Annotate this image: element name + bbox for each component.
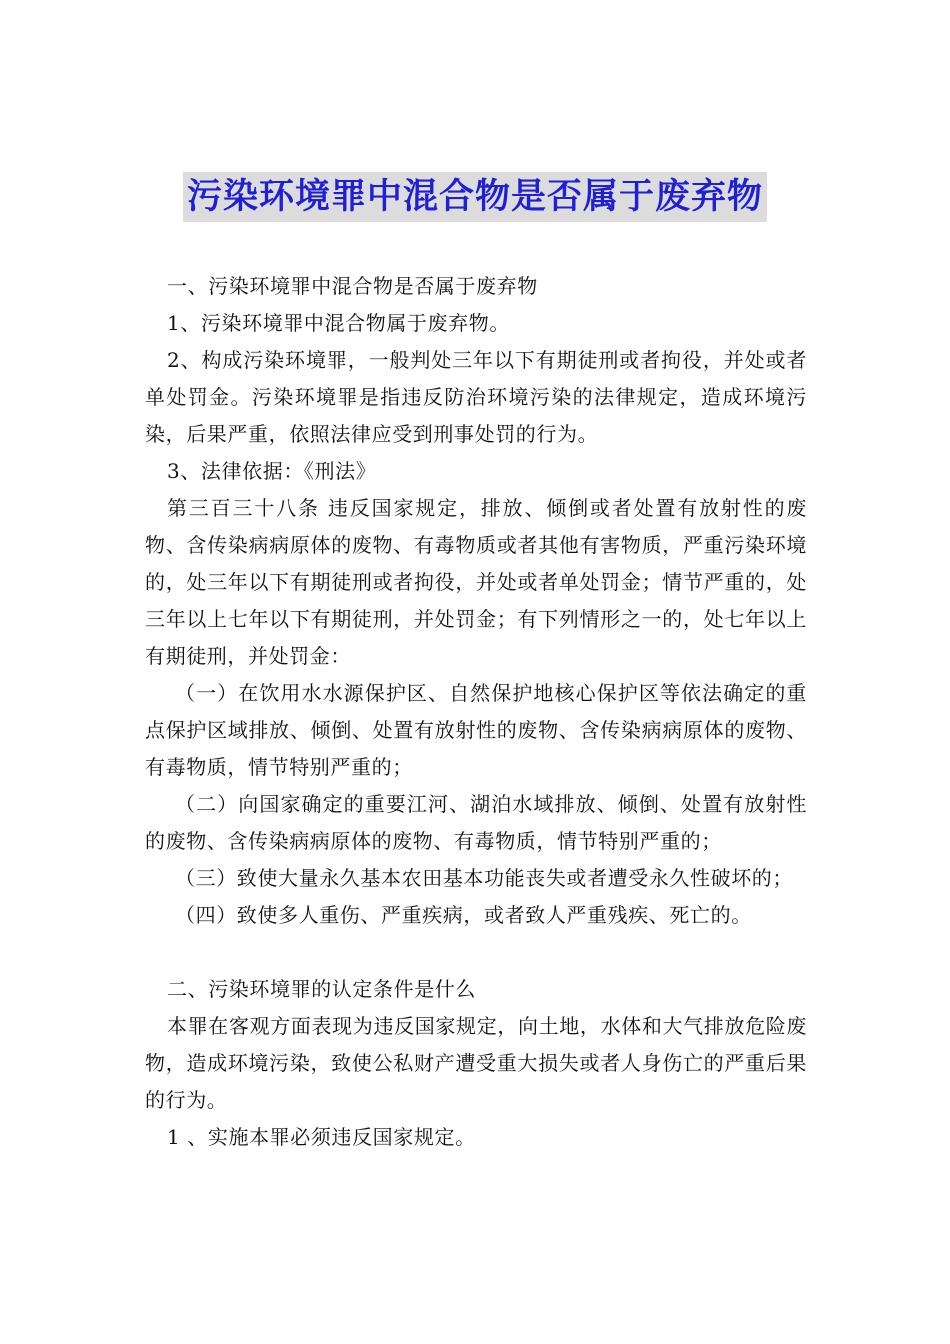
- paragraph: 1 、实施本罪必须违反国家规定。: [167, 1125, 476, 1149]
- law-item-4: （四）致使多人重伤、严重疾病，或者致人严重残疾、死亡的。: [175, 903, 752, 927]
- law-item-2: （二）向国家确定的重要江河、湖泊水域排放、倾倒、处置有放射性的废物、含传染病病原体的废物、有毒物质，情节特别严重的；: [145, 792, 807, 853]
- title-area: [0, 172, 950, 222]
- paragraph-gap: [145, 934, 807, 971]
- paragraph: 1、污染环境罪中混合物属于废弃物。: [167, 311, 510, 335]
- document-title: 污染环境罪中混合物是否属于废弃物: [183, 172, 767, 222]
- document-body: [145, 268, 807, 1156]
- paragraph: 3、法律依据：《刑法》: [167, 459, 377, 483]
- paragraph: 2、构成污染环境罪，一般判处三年以下有期徒刑或者拘役，并处或者单处罚金。污染环境罪是指违反防治环境污染的法律规定，造成环境污染，后果严重，依照法律应受到刑事处罚的行为。: [145, 348, 807, 446]
- section-heading-2: 二、污染环境罪的认定条件是什么: [167, 977, 476, 1001]
- law-item-3: （三）致使大量永久基本农田基本功能丧失或者遭受永久性破坏的；: [175, 866, 793, 890]
- law-item-1: （一）在饮用水水源保护区、自然保护地核心保护区等依法确定的重点保护区域排放、倾倒、处置有放射性的废物、含传染病病原体的废物、有毒物质，情节特别严重的；: [145, 681, 807, 779]
- paragraph: 本罪在客观方面表现为违反国家规定，向土地，水体和大气排放危险废物，造成环境污染，致使公私财产遭受重大损失或者人身伤亡的严重后果的行为。: [145, 1014, 807, 1112]
- section-heading-1: 一、污染环境罪中混合物是否属于废弃物: [167, 274, 538, 298]
- law-article: 第三百三十八条 违反国家规定，排放、倾倒或者处置有放射性的废物、含传染病病原体的废物、有毒物质或者其他有害物质，严重污染环境的，处三年以下有期徒刑或者拘役，并处或者单处罚金；情节严重的，处三年以上七年以下有期徒刑，并处罚金；有下列情形之一的，处七年以上有期徒刑，并处罚金：: [145, 496, 807, 668]
